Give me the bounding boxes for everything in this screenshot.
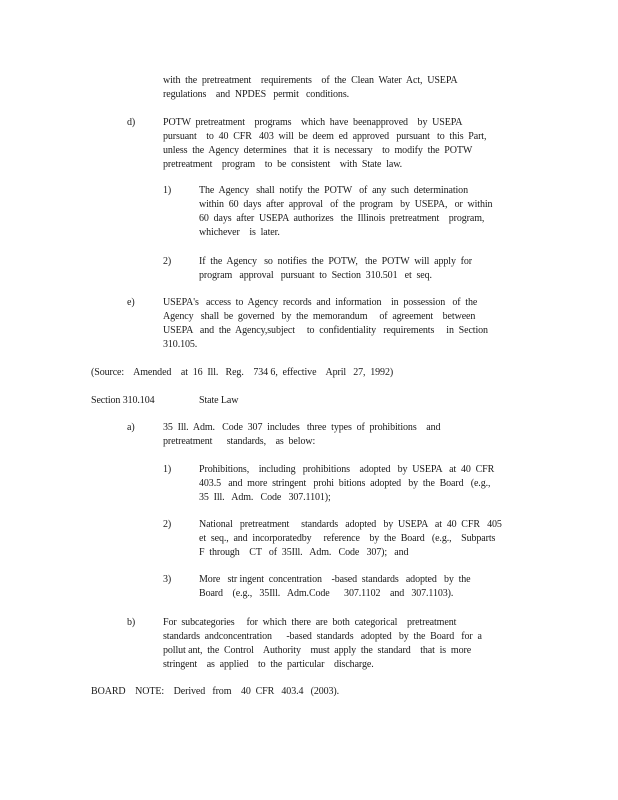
item-d1-paragraph bbox=[199, 184, 492, 240]
text-line: POTW pretreatment programs which have beenapproved by USEPA bbox=[163, 117, 463, 128]
text-line: Prohibitions, including prohibitions adopted by USEPA at 40 CFR bbox=[199, 464, 495, 475]
text-line: whichever is later. bbox=[199, 227, 280, 238]
item-b-label: b) bbox=[127, 617, 136, 628]
board-note-text: BOARD NOTE: Derived from 40 CFR 403.4 (2003). bbox=[91, 686, 340, 697]
text-line: unless the Agency determines that it is necessary to modify the POTW bbox=[163, 145, 473, 156]
item-d2-label: 2) bbox=[163, 256, 172, 267]
item-a2-label: 2) bbox=[163, 519, 172, 530]
text-line: Board (e.g., 35Ill. Adm.Code 307.1102 and 307.1103). bbox=[199, 588, 454, 599]
section-number: Section 310.104 bbox=[91, 395, 155, 406]
item-a1-label: 1) bbox=[163, 464, 172, 475]
source-note bbox=[91, 366, 393, 380]
text-line: Agency shall be governed by the memorandum of agreement between bbox=[163, 311, 476, 322]
item-d2-paragraph bbox=[199, 255, 472, 283]
item-a3-label: 3) bbox=[163, 574, 172, 585]
text-line: The Agency shall notify the POTW of any such determination bbox=[199, 185, 468, 196]
text-line: 310.105. bbox=[163, 339, 198, 350]
source-text: (Source: Amended at 16 Ill. Reg. 734 6, effective April 27, 1992) bbox=[91, 367, 394, 378]
text-line: regulations and NPDES permit conditions. bbox=[163, 89, 350, 100]
text-line: et seq., and incorporatedby reference by the Board (e.g., Subparts bbox=[199, 533, 496, 544]
item-b-paragraph bbox=[163, 616, 482, 672]
text-line: For subcategories for which there are both categorical pretreatment bbox=[163, 617, 457, 628]
board-note bbox=[91, 685, 339, 699]
text-line: National pretreatment standards adopted by USEPA at 40 CFR 405 bbox=[199, 519, 502, 530]
text-line: pollut ant, the Control Authority must apply the standard that is more bbox=[163, 645, 472, 656]
text-line: 60 days after USEPA authorizes the Illinois pretreatment program, bbox=[199, 213, 485, 224]
text-line: pretreatment standards, as below: bbox=[163, 436, 316, 447]
item-d1-label: 1) bbox=[163, 185, 172, 196]
item-a-label: a) bbox=[127, 422, 135, 433]
text-line: stringent as applied to the particular discharge. bbox=[163, 659, 374, 670]
text-line: 35 Ill. Adm. Code 307 includes three types of prohibitions and bbox=[163, 422, 441, 433]
item-a2-paragraph bbox=[199, 518, 502, 560]
text-line: F through CT of 35Ill. Adm. Code 307); and bbox=[199, 547, 409, 558]
item-a-paragraph bbox=[163, 421, 440, 449]
text-line: 403.5 and more stringent prohi bitions adopted by the Board (e.g., bbox=[199, 478, 491, 489]
item-e-paragraph bbox=[163, 296, 488, 352]
text-line: USEPA's access to Agency records and information in possession of the bbox=[163, 297, 478, 308]
intro-paragraph bbox=[163, 74, 457, 102]
text-line: If the Agency so notifies the POTW, the POTW will apply for bbox=[199, 256, 473, 267]
text-line: program approval pursuant to Section 310.501 et seq. bbox=[199, 270, 432, 281]
item-d-label: d) bbox=[127, 117, 136, 128]
text-line: standards andconcentration -based standards adopted by the Board for a bbox=[163, 631, 482, 642]
text-line: USEPA and the Agency,subject to confidentiality requirements in Section bbox=[163, 325, 488, 336]
item-a1-paragraph bbox=[199, 463, 494, 505]
section-title: State Law bbox=[199, 395, 239, 406]
item-e-label: e) bbox=[127, 297, 135, 308]
text-line: with the pretreatment requirements of the Clean Water Act, USEPA bbox=[163, 75, 458, 86]
text-line: pretreatment program to be consistent with State law. bbox=[163, 159, 403, 170]
text-line: pursuant to 40 CFR 403 will be deem ed approved pursuant to this Part, bbox=[163, 131, 487, 142]
item-d-paragraph bbox=[163, 116, 486, 172]
text-line: 35 Ill. Adm. Code 307.1101); bbox=[199, 492, 331, 503]
item-a3-paragraph bbox=[199, 573, 471, 601]
text-line: More str ingent concentration -based standards adopted by the bbox=[199, 574, 471, 585]
text-line: within 60 days after approval of the program by USEPA, or within bbox=[199, 199, 493, 210]
